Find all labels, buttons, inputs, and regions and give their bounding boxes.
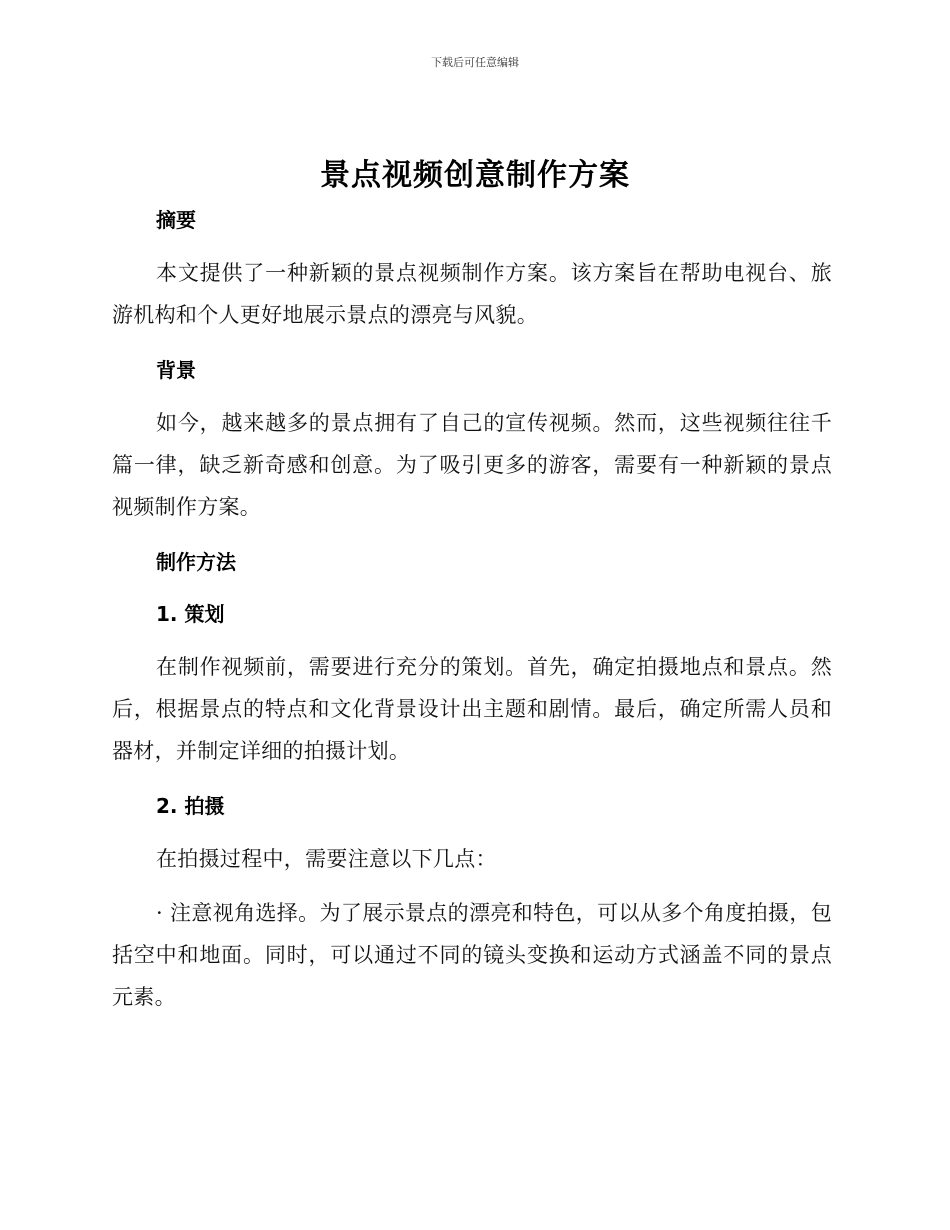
header-note: 下载后可任意编辑 [431,56,519,69]
document-body [112,200,832,1018]
paragraph-planning: 在制作视频前，需要进行充分的策划。首先，确定拍摄地点和景点。然后，根据景点的特点和文化背景设计出主题和剧情。最后，确定所需人员和器材，并制定详细的拍摄计划。 [112,655,832,763]
section-heading-planning: 1. 策划 [156,602,225,626]
document-title: 景点视频创意制作方案 [320,158,630,193]
section-heading-shooting: 2. 拍摄 [156,794,225,818]
section-heading-background: 背景 [156,358,196,382]
paragraph-abstract: 本文提供了一种新颖的景点视频制作方案。该方案旨在帮助电视台、旅游机构和个人更好地展示景点的漂亮与风貌。 [112,261,832,327]
paragraph-shooting-intro: 在拍摄过程中，需要注意以下几点： [156,847,497,871]
bullet-item-viewpoint: · 注意视角选择。为了展示景点的漂亮和特色，可以从多个角度拍摄，包括空中和地面。同时，可以通过不同的镜头变换和运动方式涵盖不同的景点元素。 [112,901,832,1009]
section-heading-abstract: 摘要 [156,208,196,232]
paragraph-background: 如今，越来越多的景点拥有了自己的宣传视频。然而，这些视频往往千篇一律，缺乏新奇感和创意。为了吸引更多的游客，需要有一种新颖的景点视频制作方案。 [112,411,832,519]
section-heading-method: 制作方法 [156,550,236,574]
